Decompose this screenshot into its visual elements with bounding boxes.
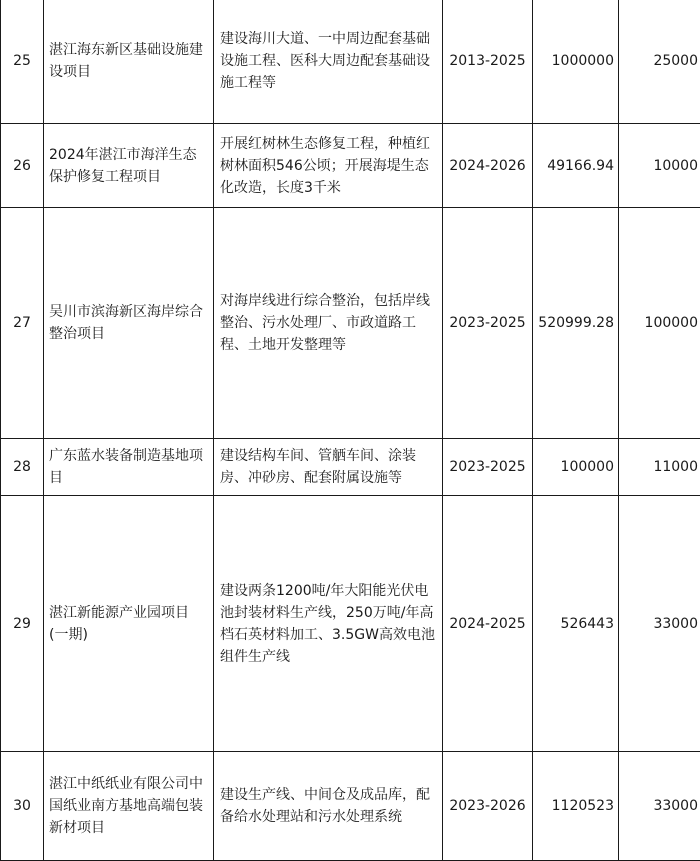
project-name: 湛江中纸纸业有限公司中国纸业南方基地高端包装新材项目: [44, 752, 214, 861]
project-name: 吴川市滨海新区海岸综合整治项目: [44, 208, 214, 439]
table-row: [1, 208, 700, 439]
project-name: 2024年湛江市海洋生态保护修复工程项目: [44, 124, 214, 208]
annual-investment: 10000: [619, 124, 700, 208]
row-number: 25: [1, 0, 44, 124]
total-investment: 520999.28: [533, 208, 619, 439]
row-number: 30: [1, 752, 44, 861]
row-number: 27: [1, 208, 44, 439]
project-name: 湛江海东新区基础设施建设项目: [44, 0, 214, 124]
project-description: 开展红树林生态修复工程，种植红树林面积546公顷；开展海堤生态化改造，长度3千米: [214, 124, 443, 208]
annual-investment: 33000: [619, 496, 700, 752]
construction-period: 2013-2025: [443, 0, 533, 124]
construction-period: 2023-2026: [443, 752, 533, 861]
row-number: 28: [1, 439, 44, 496]
project-description: 建设结构车间、管舾车间、涂装房、冲砂房、配套附属设施等: [214, 439, 443, 496]
total-investment: 1000000: [533, 0, 619, 124]
row-number: 26: [1, 124, 44, 208]
total-investment: 526443: [533, 496, 619, 752]
row-number: 29: [1, 496, 44, 752]
construction-period: 2024-2025: [443, 496, 533, 752]
project-name: 广东蓝水装备制造基地项目: [44, 439, 214, 496]
total-investment: 100000: [533, 439, 619, 496]
table-row: [1, 752, 700, 861]
construction-period: 2024-2026: [443, 124, 533, 208]
construction-period: 2023-2025: [443, 439, 533, 496]
table-row: [1, 124, 700, 208]
project-description: 建设生产线、中间仓及成品库，配备给水处理站和污水处理系统: [214, 752, 443, 861]
table-row: [1, 439, 700, 496]
table-row: [1, 0, 700, 124]
construction-period: 2023-2025: [443, 208, 533, 439]
total-investment: 1120523: [533, 752, 619, 861]
annual-investment: 100000: [619, 208, 700, 439]
table-row: [1, 496, 700, 752]
annual-investment: 25000: [619, 0, 700, 124]
project-description: 建设两条1200吨/年大阳能光伏电池封装材料生产线，250万吨/年高档石英材料加工、3.5GW高效电池组件生产线: [214, 496, 443, 752]
total-investment: 49166.94: [533, 124, 619, 208]
project-name: 湛江新能源产业园项目(一期): [44, 496, 214, 752]
annual-investment: 11000: [619, 439, 700, 496]
annual-investment: 33000: [619, 752, 700, 861]
project-description: 建设海川大道、一中周边配套基础设施工程、医科大周边配套基础设施工程等: [214, 0, 443, 124]
project-description: 对海岸线进行综合整治，包括岸线整治、污水处理厂、市政道路工程、土地开发整理等: [214, 208, 443, 439]
